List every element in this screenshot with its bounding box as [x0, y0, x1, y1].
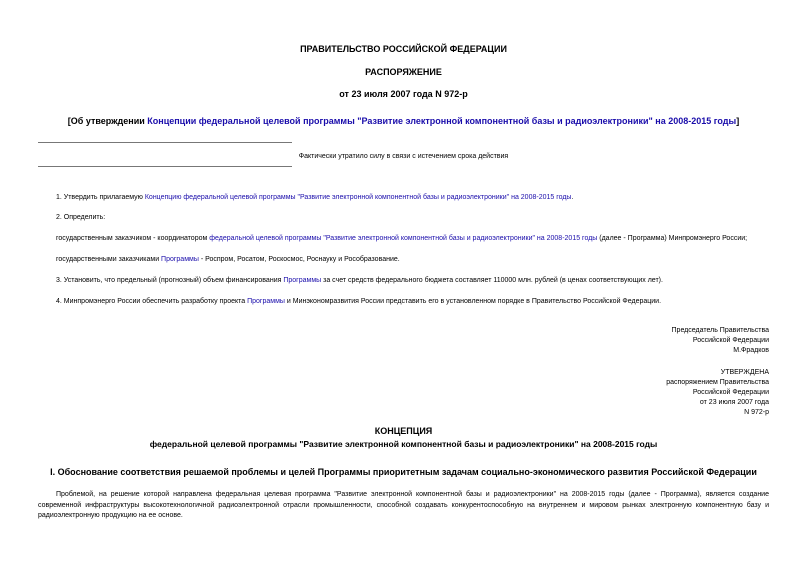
program-link-3[interactable]: Программы: [283, 277, 322, 284]
paragraph-3-text: 3. Установить, что предельный (прогнозный) объем финансирования: [56, 277, 284, 284]
paragraph-3: [56, 276, 771, 285]
signature-position: Председатель Правительства: [671, 327, 769, 334]
status-note: Фактически утратило силу в связи с истечением срока действия: [298, 153, 509, 160]
programs-link[interactable]: Программы: [161, 256, 199, 263]
title-link[interactable]: Концепции федеральной целевой программы "Развитие электронной компонентной базы и радиоэлектроники" на 2008-2015 годы: [147, 116, 737, 126]
paragraph-1-end: .: [571, 194, 574, 201]
paragraph-2a: [56, 234, 771, 243]
program-link-4[interactable]: Программы: [247, 298, 285, 305]
approved-date: от 23 июля 2007 года: [699, 399, 769, 406]
paragraph-3-end: за счет средств федерального бюджета составляет 110000 млн. рублей (в ценах соответствующих лет).: [321, 277, 663, 284]
approved-by: распоряжением Правительства: [666, 379, 769, 386]
paragraph-2a-end: (далее - Программа) Минпромэнерго России;: [597, 235, 748, 242]
approved-label: УТВЕРЖДЕНА: [720, 369, 769, 376]
paragraph-4-text: 4. Минпромэнерго России обеспечить разработку проекта: [56, 298, 248, 305]
document-date: от 23 июля 2007 года N 972-р: [339, 89, 468, 99]
document-type: РАСПОРЯЖЕНИЕ: [365, 67, 442, 77]
program-link[interactable]: федеральной целевой программы "Развитие электронной компонентной базы и радиоэлектроники" на 2008-2015 годы: [209, 235, 598, 242]
document-title: [0, 116, 807, 126]
paragraph-2: 2. Определить:: [56, 214, 106, 221]
signature-block: [560, 326, 769, 356]
divider-top: [38, 142, 292, 143]
paragraph-2b: [56, 255, 771, 264]
divider-bottom: [38, 166, 292, 167]
concept-link[interactable]: Концепцию федеральной целевой программы "Развитие электронной компонентной базы и радиоэлектроники" на 2008-2015 годы: [144, 194, 572, 201]
government-heading: ПРАВИТЕЛЬСТВО РОССИЙСКОЙ ФЕДЕРАЦИИ: [300, 44, 507, 54]
paragraph-2a-text: государственным заказчиком - координатором: [56, 235, 210, 242]
signature-country: Российской Федерации: [692, 337, 769, 344]
paragraph-2b-text: государственными заказчиками: [56, 256, 162, 263]
signature-name: М.Фрадков: [733, 347, 769, 354]
concept-title: КОНЦЕПЦИЯ: [374, 426, 433, 436]
title-prefix: [Об утверждении: [67, 116, 148, 126]
paragraph-4: [56, 297, 771, 306]
approved-country: Российской Федерации: [692, 389, 769, 396]
concept-subtitle: федеральной целевой программы "Развитие электронной компонентной базы и радиоэлектроники" на 2008-2015 годы: [149, 439, 658, 449]
approved-number: N 972-р: [744, 409, 769, 416]
paragraph-4-end: и Минэкономразвития России представить его в установленном порядке в Правительство Российской Федерации.: [284, 298, 662, 305]
title-suffix: ]: [736, 116, 740, 126]
section-1-text: Проблемой, на решение которой направлена федеральная целевая программа "Развитие электронной компонентной базы и радиоэлектроники" на 2008-2015 годы (далее - Программа), является создание современной инфраструктуры высокотехнологичной радиоэлектронной отрасли промышленности, способной создавать конкурентоспособную на внутреннем и мировом рынках электронную компонентную базу и радиоэлектронную продукцию на ее основе.: [38, 491, 769, 519]
section-1-title: I. Обоснование соответствия решаемой проблемы и целей Программы приоритетным задачам социально-экономического развития Российской Федерации: [50, 467, 757, 477]
paragraph-2b-end: - Роспром, Росатом, Роскосмос, Роснауку и Рособразование.: [198, 256, 400, 263]
approval-block: [560, 368, 769, 418]
paragraph-1: [56, 193, 771, 202]
paragraph-1-text: 1. Утвердить прилагаемую: [56, 194, 145, 201]
